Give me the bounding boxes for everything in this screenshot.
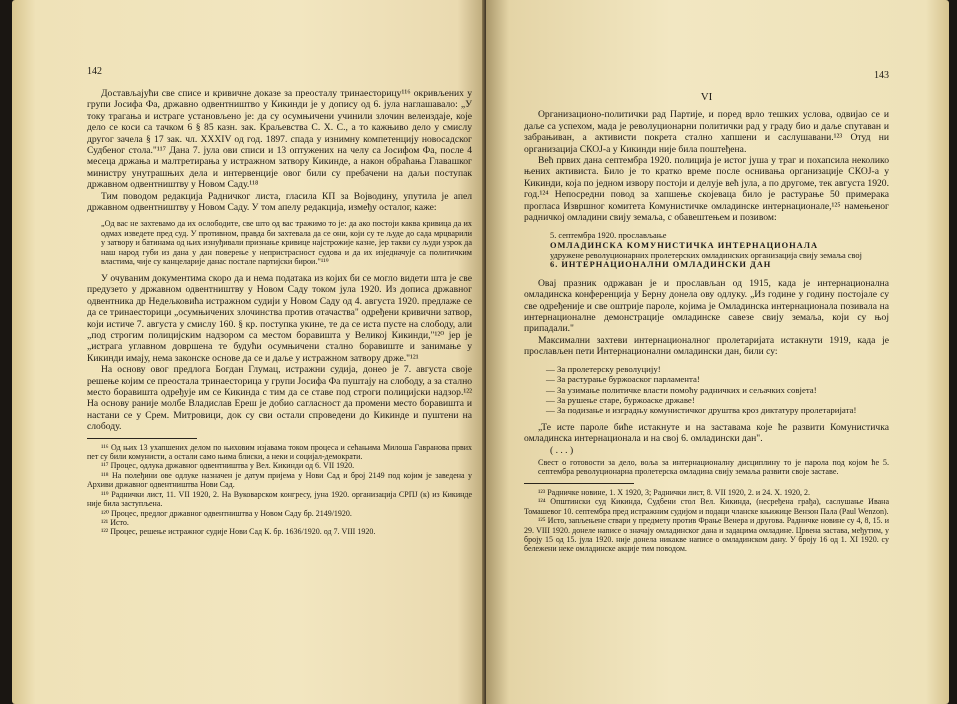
proclamation-line: удружене револуционарних пролетерских омладинских организација свију земаља свој (550, 250, 862, 260)
footnote: ¹²³ Радничке новине, 1. X 1920, 3; Раднички лист, 8. VII 1920, 2. и 24. X. 1920, 2. (538, 487, 810, 497)
paragraph: „Те исте пароле биће истакнуте и на заставама које ће развити Комунистичка омладинска интернационала и на свој 6. омладински дан". (524, 421, 889, 445)
slogan-item: — За рушење старе, буржоаске државе! (546, 395, 889, 405)
paragraph: Тим поводом редакција Радничког листа, гласила КП за Војводину, упутила је апел државном одвентништву у Новом Саду. У том апелу редакција, између осталог, каже: (87, 190, 472, 214)
footnote: ¹¹⁸ На полеђини ове одлуке назначен је датум пријема у Нови Сад и број 2149 под којим је заведена у Архиви државног одвентништва Нови Сад. (87, 470, 472, 490)
chapter-heading: VI (700, 91, 713, 103)
footnote: ¹²⁵ Исто, запљењене ствари у предмету против Фрање Венера и другова. Радничке новине су 4, 8, 15. и 29. VIII 1920. донеле написе о значају омладинског дана и задацима омладине. Црвена застава, међутим, у броју 15 од 15. јула 1920. није донела никакве написе о омладинском дану. У броју 16 од 1. XI 1920. су бележени неке омладинске акције тим поводом. (524, 516, 889, 554)
page-number: 143 (874, 70, 889, 81)
paragraph: На основу овог предлога Богдан Глумац, истражни судија, донео је 7. августа своје решење којим се преостала тринаесторица у групи Јосифа Фа пуштају на слободу, а за стално место боравишта одређује им се Кикинда с тим да се ставе под строги полицијски надзор.¹²² На основу раније молбе Владислав Ереш је добио сагласност да промени место боравишта и настани се у Срем. Митровици, док су сви остали спроведени до Кикинде и пуштени на слободу. (87, 364, 472, 433)
page-number: 142 (87, 66, 102, 77)
paragraph: У очуваним документима скоро да и нема података из којих би се могло видети шта је све предузето у државном одвентништву у Новом Саду током јула 1920. Из дописа државног одвентника др Недељковића истражном судији у Новом Саду од 4. августа 1920. предлаже се да се тринаесторици „осумњичених злочинства против отачаства" одређени кривични затвор, који истиче 7. августа у смислу 160. § кр. поступка укине, те да се иста пусте на слободу, али „под строгим полицијским надзором са местом боравишта у Великој Кикинди,"¹²⁰ јер је „истрага углавном довршена те будући осумњичени стално боравиште и занимање у Кикинди имају, нема законске основе да се и даље у истражном затвору држе."¹²¹ (87, 272, 472, 364)
left-page (12, 0, 486, 704)
paragraph: Организационо-политички рад Партије, и поред врло тешких услова, одвијао се и даље са успехом, мада је револуционарни политички рад у граду био и даље спутаван и забрањиван, а активисти покрета стално хапшени и саслушавани.¹²³ Отуд ни организација СКОЈ-а у Кикинди није била поштеђена. (524, 109, 889, 155)
block-quote: Свест о готовости за дело, воља за интернационалну дисциплину то је парола под којом ће 5. септембра револуционарна пролетерска омладина свију земаља развити своје заставе. (538, 457, 889, 477)
footnote: ¹¹⁶ Од њих 13 ухапшених делом по њиховим изјавама током процеса и сећањима Милоша Гавранова првих пет су били комунисти, а остали само њима блиски, а неки и социјал-демократи. (87, 442, 472, 462)
paragraph: Већ првих дана септембра 1920. полиција је истог јуша у траг и похапсила неколико њених активиста. Било је то кратко време после оснивања организације СКОЈ-а у Кикинди, која по једном извору постоји и делује већ јула, а по другоме, тек августа 1920. год.¹²⁴ Непосредни повод за хапшење скојеваца било је растурање 50 примерака прогласа Извршног комитета Комунистичке омладинске интернационале,¹²⁵ намењеног радничкој омладини свију земаља, с обавештењем и позивом: (524, 155, 889, 224)
footnote: ¹²⁴ Општински суд Кикинда, Судбени стол Вел. Кикинда, (несређена грађа), саслушање Ивана Томашевог 10. септембра пред истражним судијом и подаци чланске књижице Вензон Пала (Paul Wenzon). (524, 497, 889, 516)
paragraph: Овај празник одржаван је и прослављан од 1915, када је интернационална омладинска конференција у Берну донела ову одлуку. „Из године у годину постојале су све одређеније и све оштрије пароле, којима је Омладинска интернационала позивала на интернационалне демонстрације омладинске савезе свију земаља, који су њој припадали." (524, 277, 889, 335)
footnote-rule (87, 438, 197, 439)
footnote: ¹²¹ Исто. (101, 517, 129, 527)
footnote: ¹¹⁷ Процес, одлука државног одвентништва у Вел. Кикинди од 6. VII 1920. (101, 461, 355, 471)
left-page-body (87, 88, 472, 537)
slogan-item: — За пролетерску револуцију! (546, 364, 889, 374)
footnote: ¹²⁰ Процес, предлог државног одвентништва у Новом Саду бр. 2149/1920. (101, 508, 352, 518)
proclamation-title: ОМЛАДИНСКА КОМУНИСТИЧКА ИНТЕРНАЦИОНАЛА (550, 241, 819, 251)
proclamation-line: 5. септембра 1920. прослављање (550, 231, 667, 241)
block-quote: „Од вас не захтевамо да их ослободите, све што од вас тражимо то је: да ако постоји каква кривица да их одмах изведете пред суд. У противном, правда би захтевала да се они, који су те људе до сада мрцварили у затвору и батинама од њих изнуђивали признање кривице најстрожије казне, јер такви су људи узрок да наш народ губи из дана у дан поверење у непристрасност судова и да их изједначује са политичким властима, чије су канцеларије данас постале партијски бирои."¹¹⁹ (101, 219, 472, 267)
proclamation-title: 6. ИНТЕРНАЦИОНАЛНИ ОМЛАДИНСКИ ДАН (550, 260, 772, 270)
slogan-item: — За подизање и изградњу комунистичког друштва кроз диктатуру пролетаријата! (546, 405, 889, 415)
proclamation-block (550, 231, 889, 269)
ellipsis: ( . . . ) (550, 444, 574, 456)
paragraph: Максимални захтеви интернационалног пролетаријата истакнути 1919, када је прослављен пети Интернационални омладински дан, били су: (524, 334, 889, 358)
slogan-item: — За растурање буржоаског парламента! (546, 374, 889, 384)
right-page (486, 0, 949, 704)
right-page-body (524, 92, 889, 554)
paragraph: Достављајући све списе и кривичне доказе за преосталу тринаесторицу¹¹⁶ окривљених у групи Јосифа Фа, државно одвентништво у Кикинди је у допису од 6. јула наглашавало: „У току трагања и истраге установљено је: да су осумњичени учинили злочин велеиздаје, које дело се коси са тачком 6 § 85 казн. зак. Краљевства С. Х. С., а то кажњиво дело у смислу другог зачела § 17 зак. чл. XXXIV од год. 1897. спада у изнимну компетенцију новосадског Судбеног стола."¹¹⁷ Дана 7. јула ови списи и 13 оптужених на челу са Јосифом Фа, после 4 месеца држања и малтретирања у истражном затвору Кикинде, а након обраћања Главашког министру унутрашњих дела и интервенције овог били су пребачени на даљи поступак државном одвентништву у Новом Саду.¹¹⁸ (87, 88, 472, 191)
footnote: ¹¹⁹ Раднички лист, 11. VII 1920, 2. На Вуковарском конгресу, јуна 1920. организација СРПЈ (к) из Кикинде није била заступљена. (87, 489, 472, 509)
footnote-rule (524, 483, 634, 484)
slogan-list (546, 364, 889, 416)
footnote: ¹²² Процес, решење истражног судије Нови Сад К. бр. 1636/1920. од 7. VIII 1920. (101, 527, 376, 537)
slogan-item: — За узимање политичке власти помоћу радничких и сељачких совјета! (546, 385, 889, 395)
